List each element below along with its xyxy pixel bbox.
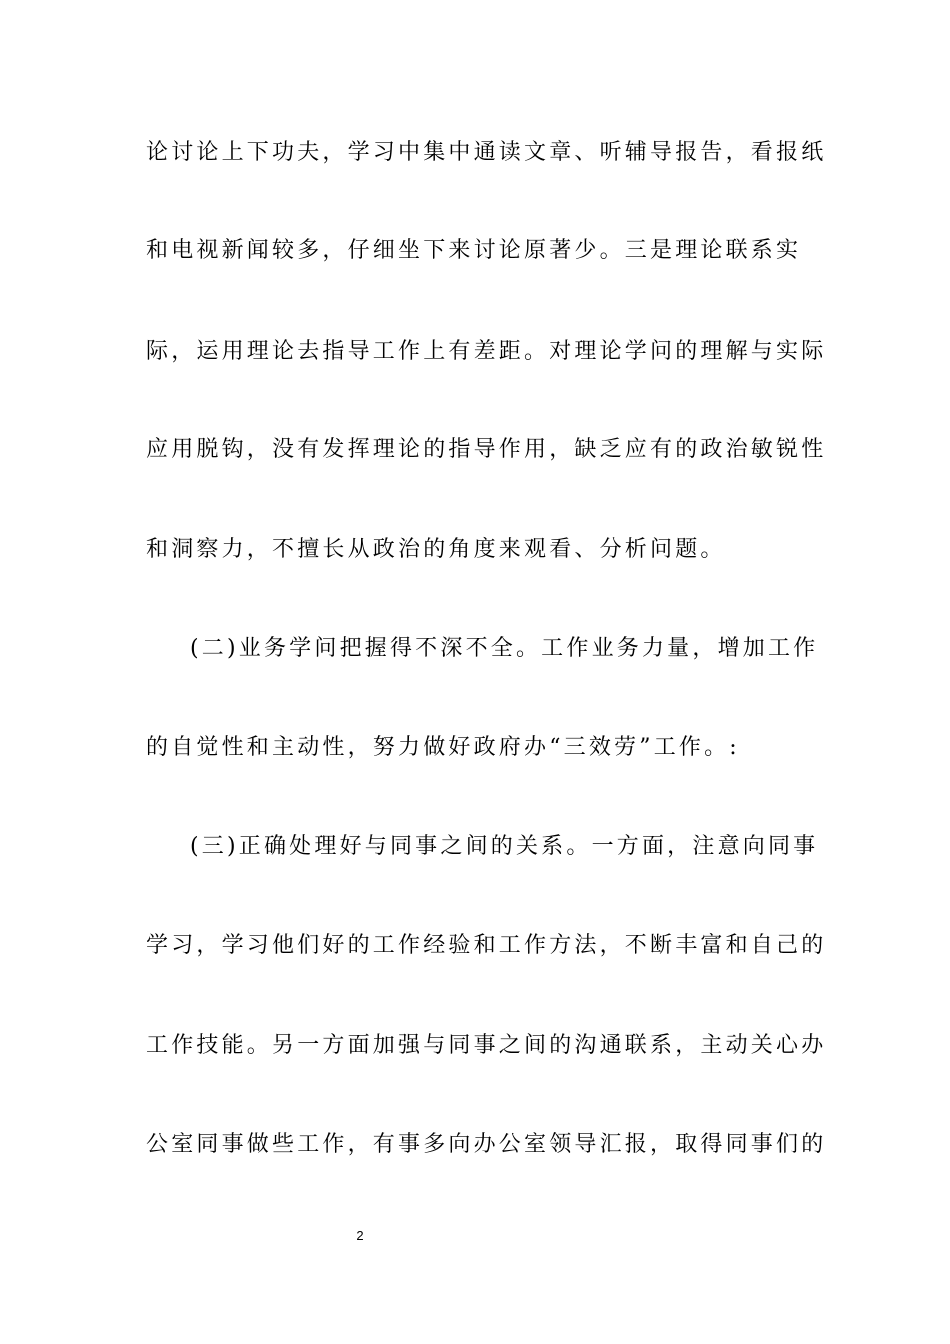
text-line-8: (三)正确处理好与同事之间的关系。一方面，注意向同事 — [190, 834, 819, 859]
text-line-7: 的自觉性和主动性，努力做好政府办“三效劳”工作。: — [146, 735, 740, 760]
text-line-11: 公室同事做些工作，有事多向办公室领导汇报，取得同事们的 — [146, 1132, 827, 1157]
text-line-6: (二)业务学问把握得不深不全。工作业务力量，增加工作 — [190, 636, 819, 661]
text-line-4: 应用脱钩，没有发挥理论的指导作用，缺乏应有的政治敏锐性 — [146, 437, 827, 462]
text-line-10: 工作技能。另一方面加强与同事之间的沟通联系，主动关心办 — [146, 1033, 827, 1058]
text-line-5: 和洞察力，不擅长从政治的角度来观看、分析问题。 — [146, 537, 726, 562]
text-line-1: 论讨论上下功夫，学习中集中通读文章、听辅导报告，看报纸 — [146, 140, 827, 165]
page-number: 2 — [356, 1228, 364, 1243]
text-line-2: 和电视新闻较多，仔细坐下来讨论原著少。三是理论联系实 — [146, 238, 802, 263]
text-line-3: 际，运用理论去指导工作上有差距。对理论学问的理解与实际 — [146, 339, 827, 364]
text-line-9: 学习，学习他们好的工作经验和工作方法，不断丰富和自己的 — [146, 933, 827, 958]
